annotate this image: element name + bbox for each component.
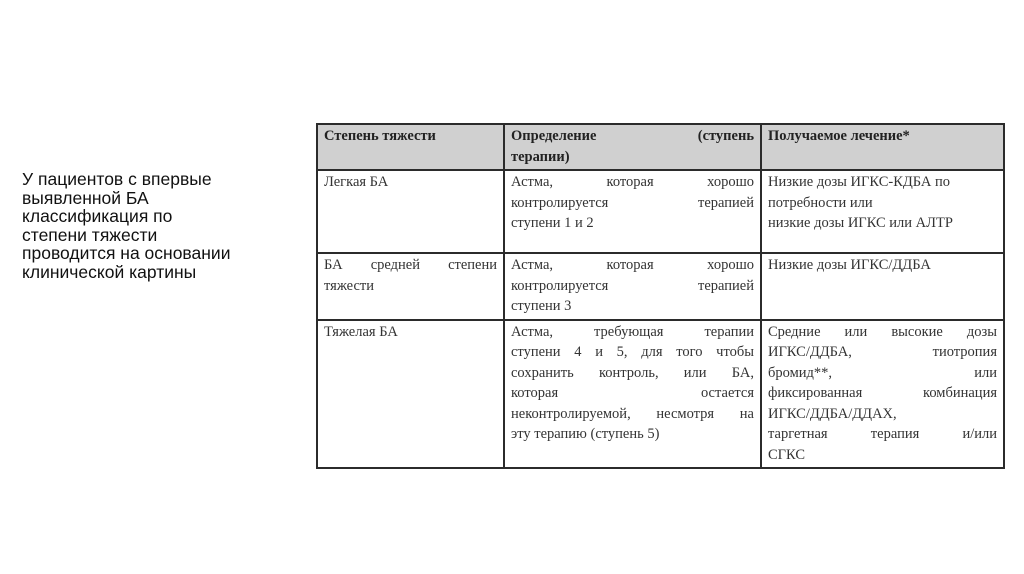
cell-severity <box>317 170 504 253</box>
cell-line: низкие дозы ИГКС или АЛТР <box>768 215 953 231</box>
cell-line: фиксированная комбинация <box>768 385 997 401</box>
cell-definition <box>504 253 761 320</box>
cell-severity <box>317 253 504 320</box>
intro-line: степени тяжести <box>22 224 158 245</box>
severity-table <box>316 123 1005 469</box>
intro-line: проводится на основании <box>22 243 231 263</box>
cell-line: Астма, которая хорошо <box>511 174 754 190</box>
cell-line: ступени 4 и 5, для того чтобы <box>511 344 754 360</box>
cell-line: Астма, которая хорошо <box>511 257 754 273</box>
cell-line: таргетная терапия и/или <box>768 426 997 442</box>
intro-line: У пациентов с впервые <box>22 169 212 189</box>
header-line: Степень тяжести <box>324 128 436 144</box>
cell-line: потребности или <box>768 194 873 211</box>
cell-line: эту терапию (ступень 5) <box>511 426 660 442</box>
cell-line: Тяжелая БА <box>324 323 398 340</box>
cell-line: бромид**, или <box>768 364 997 381</box>
cell-line: сохранить контроль, или БА, <box>511 364 754 381</box>
cell-line: неконтролируемой, несмотря на <box>511 405 754 422</box>
cell-line: контролируется терапией <box>511 194 754 211</box>
intro-text <box>22 170 292 281</box>
table-header-row <box>317 124 1004 170</box>
cell-line: ИГКС/ДДБА, тиотропия <box>768 344 997 360</box>
cell-line: Низкие дозы ИГКС/ДДБА <box>768 257 931 273</box>
cell-treatment <box>761 320 1004 469</box>
cell-line: тяжести <box>324 277 374 294</box>
cell-treatment <box>761 253 1004 320</box>
cell-line: Астма, требующая терапии <box>511 323 754 340</box>
header-line: Получаемое лечение* <box>768 128 910 144</box>
cell-line: контролируется терапией <box>511 277 754 294</box>
cell-line: которая остается <box>511 385 754 401</box>
cell-line: Легкая БА <box>324 174 389 190</box>
header-line: Определение (ступень <box>511 128 754 144</box>
cell-line: Низкие дозы ИГКС-КДБА по <box>768 174 951 190</box>
table-row <box>317 170 1004 253</box>
intro-line: выявленной БА <box>22 187 149 208</box>
header-definition <box>504 124 761 170</box>
table-row <box>317 320 1004 469</box>
cell-severity <box>317 320 504 469</box>
cell-line: СГКС <box>768 446 806 463</box>
cell-line: ИГКС/ДДБА/ДДАХ, <box>768 405 897 422</box>
intro-line: классификация по <box>22 206 173 226</box>
cell-line: БА средней степени <box>324 257 497 273</box>
intro-line: клинической картины <box>22 261 197 282</box>
header-severity <box>317 124 504 170</box>
header-line: терапии) <box>511 148 570 165</box>
cell-line: ступени 3 <box>511 298 572 314</box>
header-treatment <box>761 124 1004 170</box>
cell-definition <box>504 170 761 253</box>
cell-line: Средние или высокие дозы <box>768 323 997 340</box>
table-row <box>317 253 1004 320</box>
cell-treatment <box>761 170 1004 253</box>
cell-line: ступени 1 и 2 <box>511 215 594 231</box>
cell-definition <box>504 320 761 469</box>
